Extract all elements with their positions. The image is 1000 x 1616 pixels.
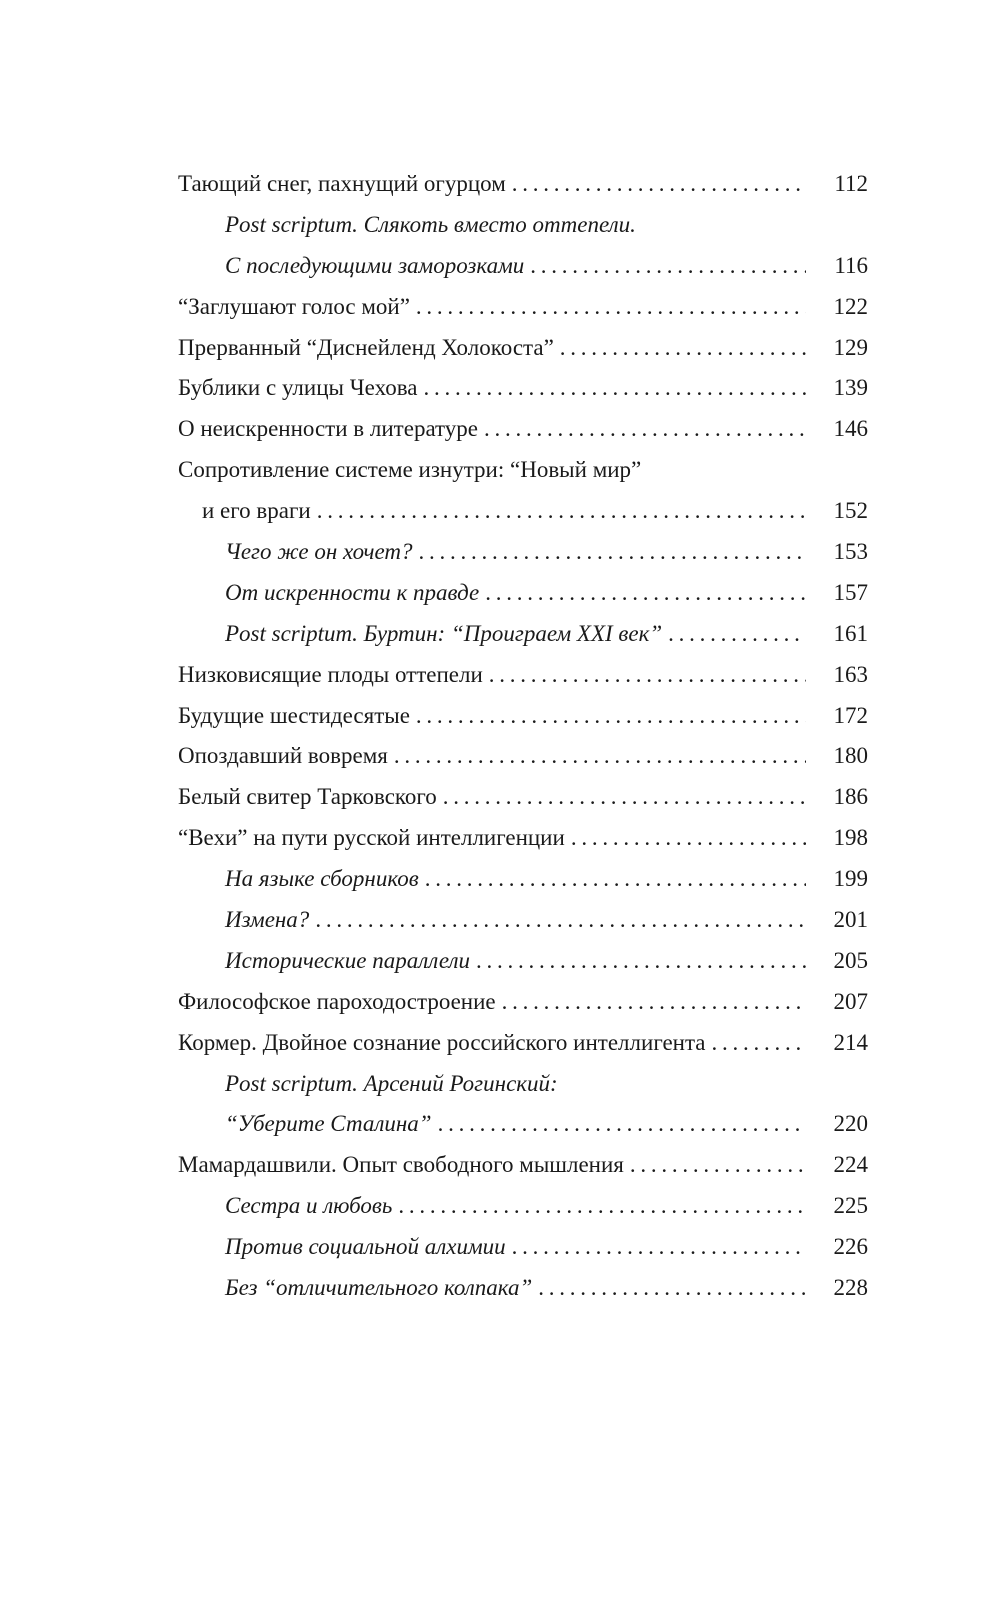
toc-entry-title: Post scriptum. Буртин: “Проиграем XXI век” [225,620,663,646]
toc-page-number: 186 [833,784,868,810]
toc-leader-dots [438,1104,806,1145]
toc-entry [178,941,868,982]
toc-entry-title: Прерванный “Диснейленд Холокоста” [178,334,554,360]
toc-entry-title: Измена? [225,907,310,933]
toc-entry [178,491,868,532]
toc-entry [178,614,868,655]
toc-leader-dots [485,573,806,614]
toc-entry-title: Опоздавший вовремя [178,743,388,769]
toc-entry-title: Чего же он хочет? [225,539,413,565]
toc-leader-dots [712,1023,806,1064]
table-of-contents [178,164,868,1309]
toc-entry [178,368,868,409]
toc-entry [178,1268,868,1309]
toc-page-number: 214 [833,1029,868,1055]
toc-entry [178,736,868,777]
toc-entry [178,1023,868,1064]
toc-leader-dots [630,1145,806,1186]
toc-leader-dots [668,614,806,655]
toc-leader-dots [423,368,806,409]
toc-entry [178,1227,868,1268]
toc-entry-title: Сопротивление системе изнутри: “Новый мир” [178,457,642,483]
toc-entry [178,777,868,818]
toc-page-number: 112 [834,171,868,196]
toc-leader-dots [476,941,806,982]
toc-leader-dots [484,409,806,450]
toc-leader-dots [530,246,806,287]
toc-leader-dots [394,736,806,777]
toc-entry [178,450,868,491]
toc-leader-dots [317,491,806,532]
toc-entry-title: С последующими заморозками [225,252,525,278]
toc-leader-dots [416,287,806,328]
toc-entry [178,1145,868,1186]
toc-entry [178,246,868,287]
toc-entry-title: Post scriptum. Арсений Рогинский: [225,1070,558,1096]
toc-leader-dots [443,777,806,818]
toc-page-number: 180 [833,743,868,769]
toc-leader-dots [571,818,806,859]
toc-entry-title: Тающий снег, пахнущий огурцом [178,171,506,196]
toc-entry-title: От искренности к правде [225,579,480,605]
toc-entry [178,409,868,450]
toc-entry [178,328,868,369]
toc-entry [178,655,868,696]
toc-page-number: 220 [833,1111,868,1137]
toc-entry-title: “Вехи” на пути русской интеллигенции [178,825,565,851]
toc-entry [178,859,868,900]
toc-entry [178,164,868,205]
toc-page-number: 205 [833,947,868,973]
toc-leader-dots [538,1268,806,1309]
toc-entry [178,982,868,1023]
toc-leader-dots [416,696,806,737]
toc-page-number: 198 [833,825,868,851]
toc-page-number: 139 [833,375,868,401]
toc-entry [178,1104,868,1145]
toc-entry [178,205,868,246]
toc-page-number: 163 [833,661,868,687]
toc-page-number: 207 [833,988,868,1014]
toc-entry-title: Сестра и любовь [225,1193,393,1219]
toc-page-number: 201 [833,907,868,933]
toc-entry [178,1064,868,1105]
toc-entry-title: О неискренности в литературе [178,416,479,442]
toc-entry-title: Без “отличительного колпака” [225,1275,533,1301]
toc-leader-dots [502,982,806,1023]
toc-page-number: 122 [833,293,868,319]
toc-entry-title: Бублики с улицы Чехова [178,375,418,401]
toc-page-number: 152 [833,498,868,524]
toc-page-number: 161 [833,620,868,646]
toc-entry-title: Post scriptum. Слякоть вместо оттепели. [225,211,636,237]
toc-page-number: 224 [833,1152,868,1178]
toc-entry-title: Мамардашвили. Опыт свободного мышления [178,1152,624,1178]
toc-leader-dots [419,532,806,573]
toc-entry-title: и его враги [202,498,311,524]
toc-entry-title: Против социальной алхимии [225,1234,506,1260]
toc-leader-dots [560,328,806,369]
toc-entry-title: Белый свитер Тарковского [178,784,437,810]
toc-page-number: 129 [833,334,868,360]
toc-page-number: 153 [833,539,868,565]
toc-page-number: 228 [833,1275,868,1301]
toc-entry-title: На языке сборников [225,866,419,892]
toc-leader-dots [315,900,806,941]
toc-entry [178,1186,868,1227]
toc-page-number: 116 [834,252,868,278]
toc-entry-title: “Уберите Сталина” [225,1111,432,1137]
toc-page-number: 226 [833,1234,868,1260]
toc-entry [178,573,868,614]
toc-entry-title: Философское пароходостроение [178,988,496,1014]
toc-page-number: 146 [833,416,868,442]
toc-page-number: 225 [833,1193,868,1219]
toc-leader-dots [398,1186,806,1227]
toc-entry-title: “Заглушают голос мой” [178,293,410,319]
toc-page-number: 199 [833,866,868,892]
toc-entry [178,818,868,859]
toc-entry-title: Будущие шестидесятые [178,702,410,728]
toc-entry-title: Исторические параллели [225,947,471,973]
toc-leader-dots [512,164,806,205]
toc-entry-title: Кормер. Двойное сознание российского интеллигента [178,1029,706,1055]
toc-entry [178,900,868,941]
toc-page-number: 172 [833,702,868,728]
toc-leader-dots [512,1227,806,1268]
toc-leader-dots [425,859,806,900]
toc-entry-title: Низковисящие плоды оттепели [178,661,483,687]
toc-entry [178,696,868,737]
toc-leader-dots [489,655,806,696]
toc-entry [178,287,868,328]
toc-entry [178,532,868,573]
toc-page-number: 157 [833,579,868,605]
